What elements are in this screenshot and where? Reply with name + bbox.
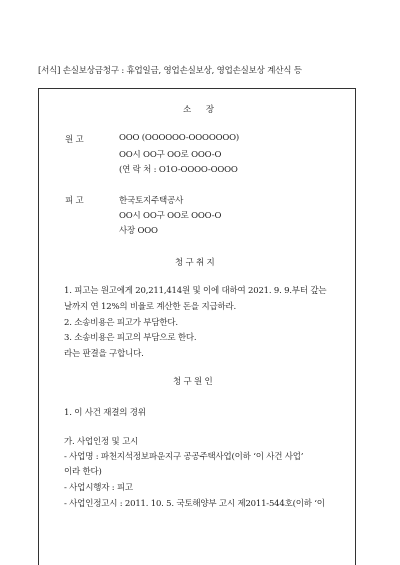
claim-heading: 청 구 취 지: [175, 258, 215, 268]
cause-line: - 사업인정고시 : 2011. 10. 5. 국토해양부 고시 제2011-544호(이하 ‘이: [64, 499, 325, 509]
claim-line: 2. 소송비용은 피고가 부담한다.: [64, 318, 178, 328]
cause-line: - 사업시행자 : 피고: [64, 483, 133, 493]
defendant-representative: 사장 OOO: [119, 226, 158, 236]
claim-line: 3. 소송비용은 피고의 부담으로 한다.: [64, 333, 197, 343]
document-caption: [서식] 손실보상금청구 : 휴업일금, 영업손실보상, 영업손실보상 계산식 등: [38, 66, 302, 76]
cause-line: - 사업명 : 파천지석정보파운지구 공공주택사업(이하 ‘이 사건 사업’: [64, 452, 304, 462]
claim-line: 날까지 연 12%의 비율로 계산한 돈을 지급하라.: [64, 302, 236, 312]
cause-heading: 청 구 원 인: [173, 377, 213, 387]
defendant-name: 한국토지주택공사: [119, 196, 184, 206]
cause-line: 이라 한다): [64, 467, 102, 477]
plaintiff-label: 원 고: [65, 135, 84, 145]
complaint-document: [38, 88, 356, 565]
plaintiff-name: OOO (OOOOOO-OOOOOOO): [119, 133, 240, 143]
defendant-address: OO시 OO구 OO로 OOO-O: [119, 211, 222, 221]
plaintiff-phone: (연 락 처 : O1O-OOOO-OOOO: [119, 165, 238, 175]
plaintiff-address: OO시 OO구 OO로 OOO-O: [119, 150, 222, 160]
cause-line: 가. 사업인정 및 고시: [64, 437, 139, 447]
claim-line: 라는 판결을 구합니다.: [64, 349, 144, 359]
defendant-label: 피 고: [65, 196, 84, 206]
cause-line: 1. 이 사건 재결의 경위: [64, 408, 146, 418]
document-title: 소 장: [183, 105, 221, 115]
claim-line: 1. 피고는 원고에게 20,211,414원 및 이에 대하여 2021. 9. 9.부터 갚는: [64, 286, 327, 296]
